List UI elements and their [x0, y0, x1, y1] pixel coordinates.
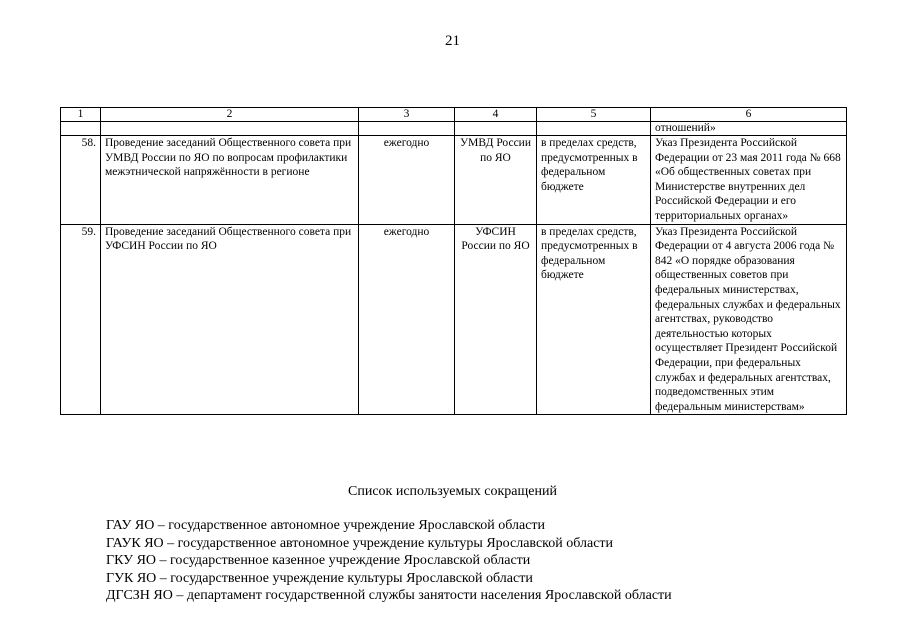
- row-period: ежегодно: [359, 224, 455, 415]
- row-executor: УМВД России по ЯО: [455, 136, 537, 225]
- row-period: ежегодно: [359, 136, 455, 225]
- table-continuation-row: [61, 122, 847, 136]
- table-cell: [101, 122, 359, 136]
- row-funding: в пределах средств, предусмотренных в федеральном бюджете: [537, 136, 651, 225]
- table-header-row: [61, 108, 847, 122]
- header-cell: 3: [359, 108, 455, 122]
- table-cell: [537, 122, 651, 136]
- abbreviations-list: [106, 517, 672, 605]
- page-number: 21: [445, 33, 460, 49]
- table-cell: [61, 122, 101, 136]
- row-number: 59.: [61, 224, 101, 415]
- abbreviation-item: ГАУ ЯО – государственное автономное учреждение Ярославской области: [106, 518, 546, 533]
- header-cell: 4: [455, 108, 537, 122]
- abbreviations-title: Список используемых сокращений: [348, 484, 557, 499]
- row-event: Проведение заседаний Общественного совета при УМВД России по ЯО по вопросам профилактики межэтнической напряжённости в регионе: [101, 136, 359, 225]
- abbreviation-item: ГАУК ЯО – государственное автономное учреждение культуры Ярославской области: [106, 535, 614, 551]
- row-basis: Указ Президента Российской Федерации от 23 мая 2011 года № 668 «Об общественных советах при Министерстве внутренних дел Российской Федерации и его территориальных органах»: [651, 136, 847, 225]
- row-number: 58.: [61, 136, 101, 225]
- abbreviation-item: ГУК ЯО – государственное учреждение культуры Ярославской области: [106, 570, 533, 586]
- measures-table: [60, 107, 847, 415]
- table-row: [61, 136, 847, 225]
- table-cell: [455, 122, 537, 136]
- abbreviation-item: ДГСЗН ЯО – департамент государственной службы занятости населения Ярославской области: [106, 588, 672, 603]
- header-cell: 5: [537, 108, 651, 122]
- table-cell: отношений»: [651, 122, 847, 136]
- header-cell: 2: [101, 108, 359, 122]
- row-executor: УФСИН России по ЯО: [455, 224, 537, 415]
- table-cell: [359, 122, 455, 136]
- row-funding: в пределах средств, предусмотренных в федеральном бюджете: [537, 224, 651, 415]
- row-basis: Указ Президента Российской Федерации от 4 августа 2006 года № 842 «О порядке образования общественных советов при федеральных министерствах, федеральных службах и федеральных агентствах, руководство деятельностью которых осуществляет Президент Российской Федерации, при федеральных службах и федеральных агентствах, подведомственных этим федеральным министерствам»: [651, 224, 847, 415]
- row-event: Проведение заседаний Общественного совета при УФСИН России по ЯО: [101, 224, 359, 415]
- header-cell: 6: [651, 108, 847, 122]
- header-cell: 1: [61, 108, 101, 122]
- table-row: [61, 224, 847, 415]
- abbreviation-item: ГКУ ЯО – государственное казенное учреждение Ярославской области: [106, 553, 531, 568]
